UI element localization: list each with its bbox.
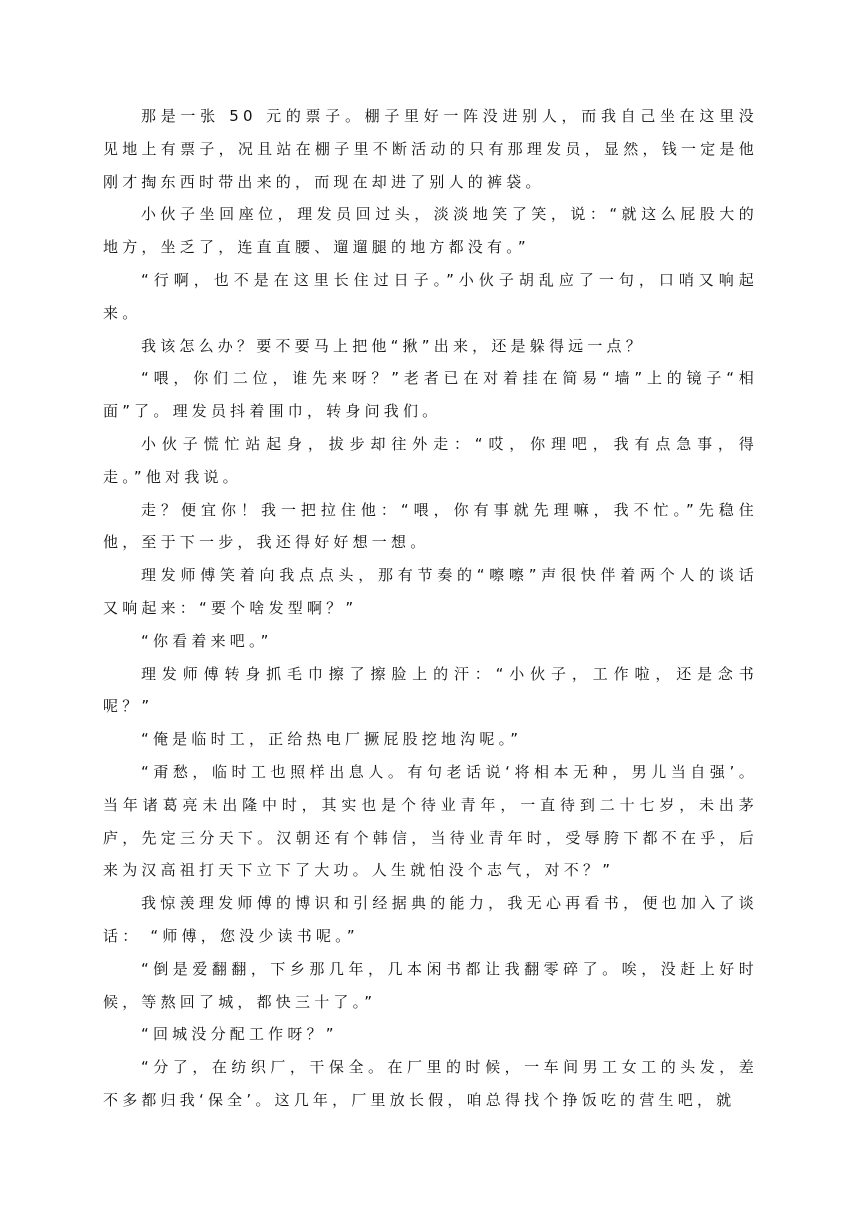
paragraph: 走？便宜你！我一把拉住他：“喂，你有事就先理嘛，我不忙。”先稳住他，至于下一步，我还得好好想一想。	[103, 500, 758, 552]
paragraph: 我该怎么办？要不要马上把他“揪”出来，还是躲得远一点？	[141, 336, 645, 355]
paragraph: 那是一张 50 元的票子。棚子里好一阵没进别人，而我自己坐在这里没见地上有票子，况且站在棚子里不断活动的只有那理发员，显然，钱一定是他刚才掏东西时带出来的，而现在却进了别人的裤袋。	[103, 107, 758, 191]
paragraph: 小伙子慌忙站起身，拔步却往外走：“哎，你理吧，我有点急事，得走。”他对我说。	[103, 434, 758, 486]
paragraph: “喂，你们二位，谁先来呀？”老者已在对着挂在简易“墙”上的镜子“相面”了。理发员抖着围巾，转身问我们。	[103, 369, 758, 421]
paragraph: 我惊羡理发师傅的博识和引经据典的能力，我无心再看书，便也加入了谈话： “师傅，您没少读书呢。”	[103, 894, 758, 945]
story-text	[103, 100, 758, 1117]
paragraph: “回城没分配工作呀？”	[141, 1025, 338, 1044]
paragraph: “俺是临时工，正给热电厂撅屁股挖地沟呢。”	[141, 730, 523, 749]
paragraph: 理发师傅转身抓毛巾擦了擦脸上的汗：“小伙子，工作啦，还是念书呢？”	[103, 664, 758, 716]
paragraph: “你看着来吧。”	[141, 631, 273, 650]
paragraph: “甭愁，临时工也照样出息人。有句老话说‘将相本无种，男儿当自强’。当年诸葛亮未出隆中时，其实也是个待业青年，一直待到二十七岁，未出茅庐，先定三分天下。汉朝还有个韩信，当待业青年时，受辱胯下都不在乎，后来为汉高祖打天下立下了大功。人生就怕没个志气，对不？”	[103, 762, 758, 880]
paragraph: 理发师傅笑着向我点点头，那有节奏的“嚓嚓”声很快伴着两个人的谈话又响起来：“要个啥发型啊？”	[103, 566, 758, 617]
paragraph: “分了，在纺织厂，干保全。在厂里的时候，一车间男工女工的头发，差不多都归我‘保全’。这几年，厂里放长假，咱总得找个挣饭吃的营生吧，就	[103, 1058, 758, 1109]
paragraph: 小伙子坐回座位，理发员回过头，淡淡地笑了笑，说：“就这么屁股大的地方，坐乏了，连直直腰、遛遛腿的地方都没有。”	[103, 205, 758, 257]
paragraph: “倒是爱翻翻，下乡那几年，几本闲书都让我翻零碎了。唉，没赶上好时候，等熬回了城，都快三十了。”	[103, 959, 758, 1011]
paragraph: “行啊，也不是在这里长住过日子。”小伙子胡乱应了一句，口哨又响起来。	[103, 270, 758, 322]
